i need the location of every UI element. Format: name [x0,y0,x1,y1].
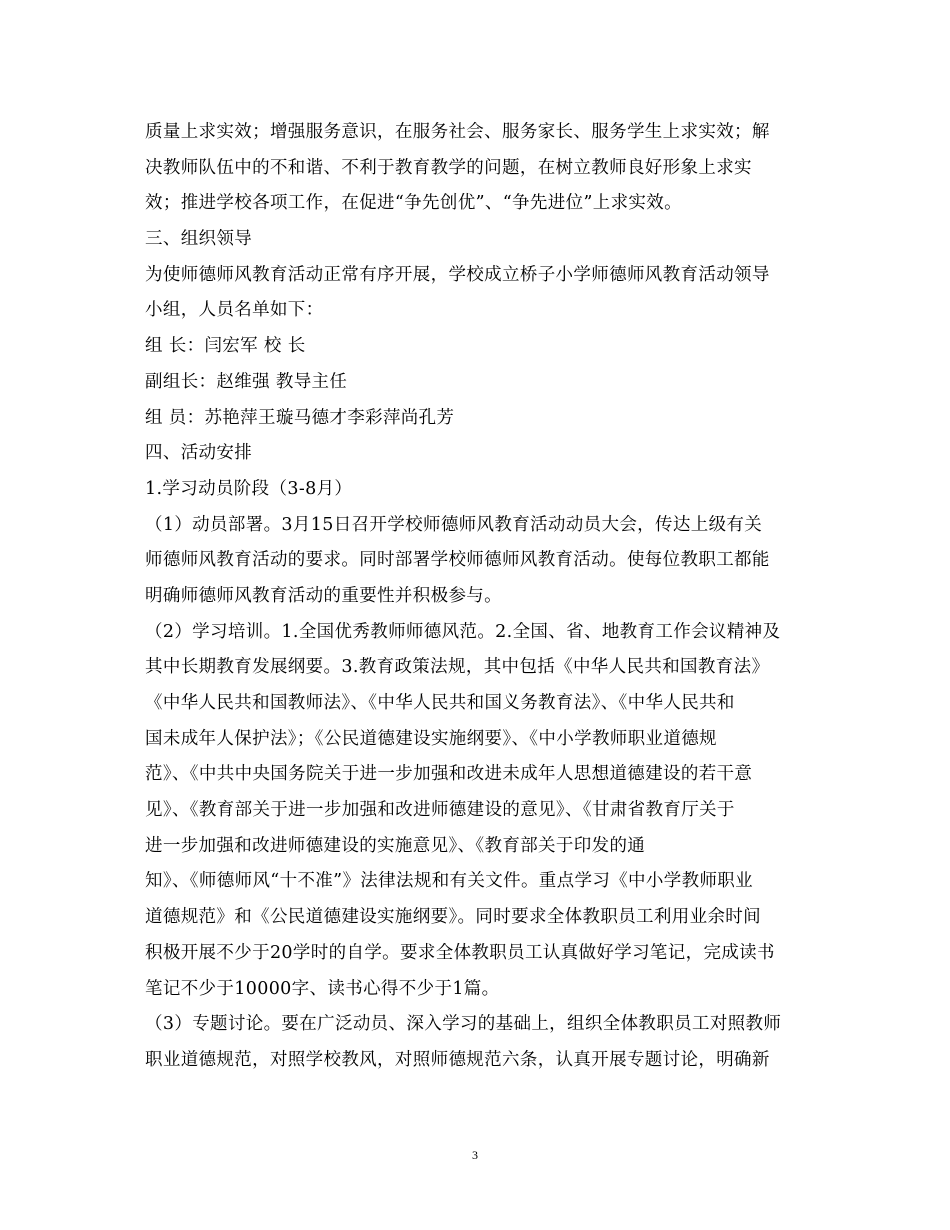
body-text [145,115,815,1079]
text-line: 效；推进学校各项工作，在促进“争先创优”、“争先进位”上求实效。 [145,193,682,214]
text-line: 笔记不少于10000字、读书心得不少于1篇。 [145,978,500,999]
text-line: 其中长期教育发展纲要。3.教育政策法规，其中包括《中华人民共和国教育法》 [145,657,770,678]
text-line: 积极开展不少于20学时的自学。要求全体教职员工认真做好学习笔记，完成读书 [145,942,775,963]
text-line: 质量上求实效；增强服务意识，在服务社会、服务家长、服务学生上求实效；解 [145,122,770,142]
text-line: 师德师风教育活动的要求。同时部署学校师德师风教育活动。使每位教职工都能 [145,550,770,571]
page-number: 3 [472,1148,478,1162]
text-line: （3）专题讨论。要在广泛动员、深入学习的基础上，组织全体教职员工对照教师 [145,1014,782,1035]
text-line: 道德规范》和《公民道德建设实施纲要》。同时要求全体教职员工利用业余时间 [145,907,761,928]
text-line: 副组长：赵维强 教导主任 [145,371,348,392]
text-line: 国未成年人保护法》；《公民道德建设实施纲要》、《中小学教师职业道德规 [145,728,717,749]
text-line: （1）动员部署。3月15日召开学校师德师风教育活动动员大会，传达上级有关 [145,514,763,535]
section-heading: 四、活动安排 [145,443,253,464]
text-line: 决教师队伍中的不和谐、不利于教育教学的问题，在树立教师良好形象上求实 [145,157,752,178]
text-line: 为使师德师风教育活动正常有序开展，学校成立桥子小学师德师风教育活动领导 [145,264,770,285]
text-line: 进一步加强和改进师德建设的实施意见》、《教育部关于印发的通 [145,835,646,856]
subsection-heading: 1.学习动员阶段（3-8月） [145,478,353,499]
text-line: 见》、《教育部关于进一步加强和改进师德建设的意见》、《甘肃省教育厅关于 [145,800,735,821]
text-line: 组 员：苏艳萍王璇马德才李彩萍尚孔芳 [145,407,455,428]
section-heading: 三、组织领导 [145,229,253,250]
text-line: 知》、《师德师风“十不准”》法律法规和有关文件。重点学习《中小学教师职业 [145,871,753,892]
text-line: （2）学习培训。1.全国优秀教师师德风范。2.全国、省、地教育工作会议精神及 [145,621,781,642]
text-line: 明确师德师风教育活动的重要性并积极参与。 [145,585,502,606]
text-line: 组 长：闫宏军 校 长 [145,336,306,357]
text-line: 范》、《中共中央国务院关于进一步加强和改进未成年人思想道德建设的若干意 [145,764,753,785]
text-line: 小组，人员名单如下： [145,300,324,321]
text-line: 《中华人民共和国教师法》、《中华人民共和国义务教育法》、《中华人民共和 [145,693,735,713]
text-line: 职业道德规范，对照学校教风，对照师德规范六条，认真开展专题讨论，明确新 [145,1049,770,1070]
